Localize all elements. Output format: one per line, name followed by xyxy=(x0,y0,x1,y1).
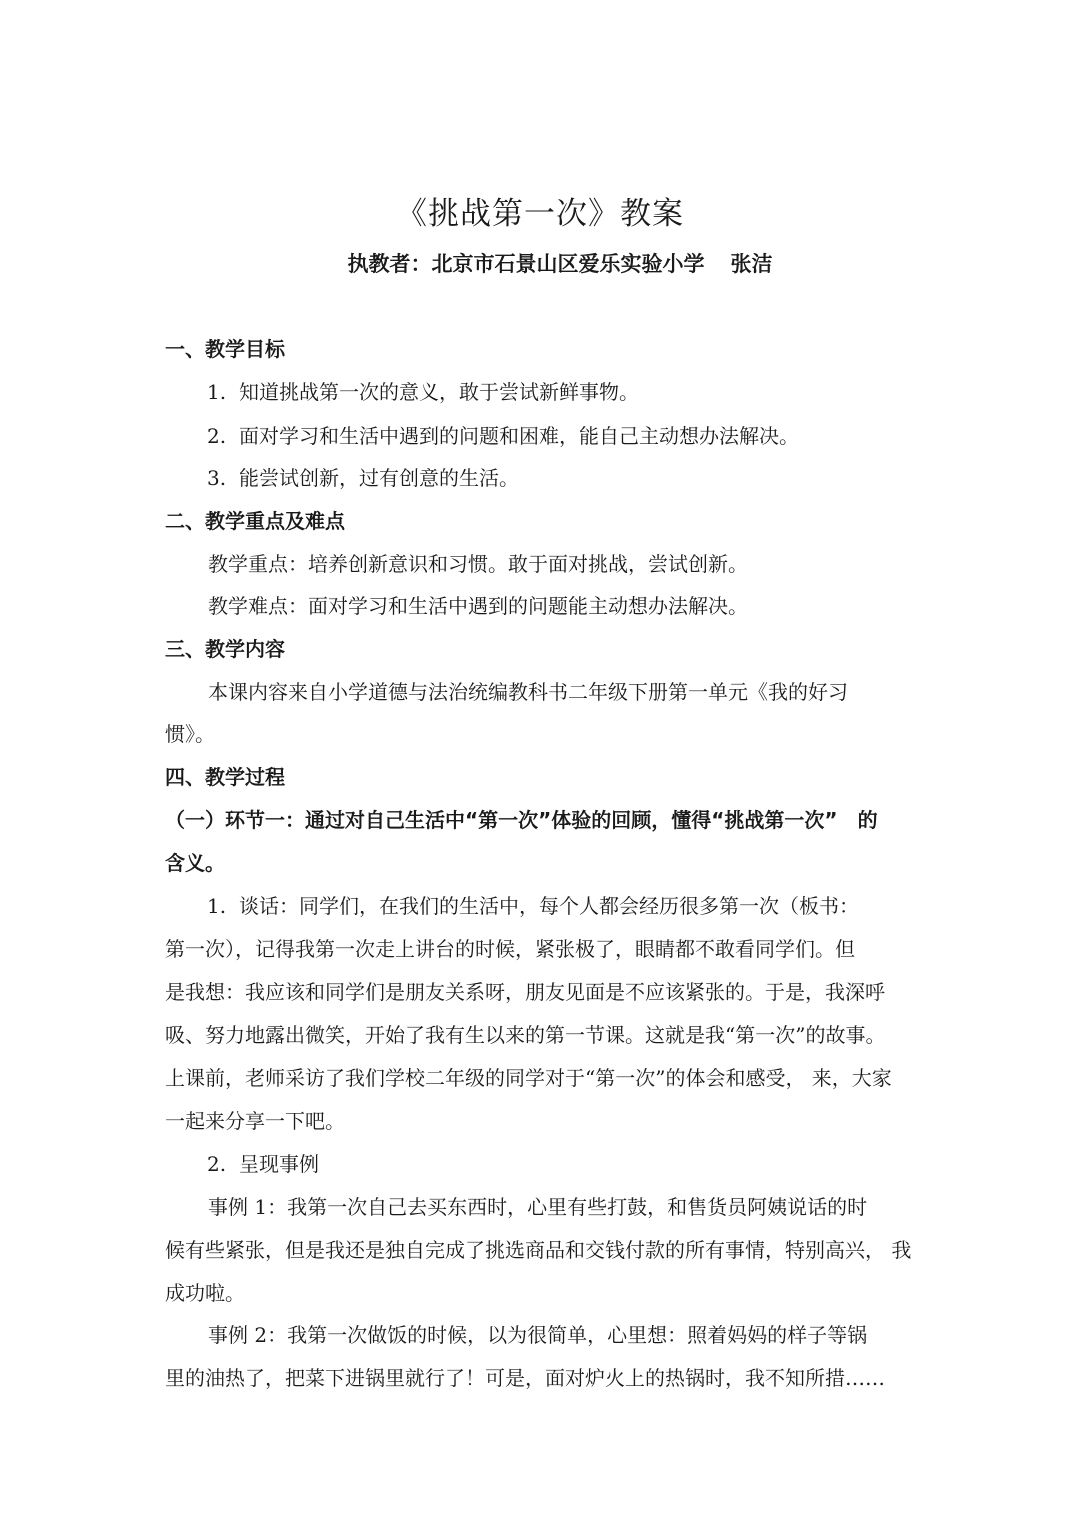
talk-text: 谈话：同学们，在我们的生活中，每个人都会经历很多第一次（板书： xyxy=(239,894,859,918)
example1-line: 事例 1：我第一次自己去买东西时，心里有些打鼓，和售货员阿姨说话的时 xyxy=(208,1195,868,1219)
document-title: 《挑战第一次》教案 xyxy=(396,196,684,232)
key-point-text: 教学重点：培养创新意识和习惯。敢于面对挑战，尝试创新。 xyxy=(208,552,748,576)
talk-paragraph-line: 一起来分享一下吧。 xyxy=(165,1109,345,1133)
objective-item xyxy=(207,462,967,494)
talk-paragraph-line: 吸、努力地露出微笑，开始了我有生以来的第一节课。这就是我“第一次”的故事。 xyxy=(165,1023,886,1047)
example1-line: 成功啦。 xyxy=(165,1281,245,1305)
difficult-point-text: 教学难点：面对学习和生活中遇到的问题能主动想办法解决。 xyxy=(208,594,748,618)
content-paragraph-line: 本课内容来自小学道德与法治统编教科书二年级下册第一单元《我的好习 xyxy=(208,680,848,704)
present-examples-item xyxy=(207,1148,967,1180)
example2-line: 事例 2：我第一次做饭的时候，以为很简单，心里想：照着妈妈的样子等锅 xyxy=(208,1323,868,1347)
section-heading-process: 四、教学过程 xyxy=(165,765,285,789)
section-heading-objectives: 一、教学目标 xyxy=(165,337,285,361)
author-name: 张洁 xyxy=(730,252,773,276)
talk-paragraph-line: 第一次），记得我第一次走上讲台的时候，紧张极了，眼睛都不敢看同学们。但 xyxy=(165,937,855,961)
example2-line: 里的油热了，把菜下进锅里就行了！可是，面对炉火上的热锅时，我不知所措…… xyxy=(165,1366,885,1390)
section-heading-content: 三、教学内容 xyxy=(165,637,285,661)
objective-text: 面对学习和生活中遇到的问题和困难，能自己主动想办法解决。 xyxy=(239,424,799,448)
objective-item xyxy=(207,376,967,408)
author-line xyxy=(0,247,1080,281)
present-label: 呈现事例 xyxy=(239,1152,319,1176)
objective-text: 能尝试创新，过有创意的生活。 xyxy=(239,466,519,490)
objective-item xyxy=(207,420,967,452)
objective-number: 3. xyxy=(207,466,227,490)
objective-number: 2. xyxy=(207,424,227,448)
stage1-title-line: （一）环节一：通过对自己生活中“第一次”体验的回顾，懂得“挑战第一次” 的 xyxy=(165,808,878,832)
present-number: 2. xyxy=(207,1152,227,1176)
talk-paragraph-line: 是我想：我应该和同学们是朋友关系呀，朋友见面是不应该紧张的。于是，我深呼 xyxy=(165,980,885,1004)
section-heading-key-points: 二、教学重点及难点 xyxy=(165,509,345,533)
objective-number: 1. xyxy=(207,380,227,404)
author-label: 执教者：北京市石景山区爱乐实验小学 xyxy=(347,252,705,276)
objective-text: 知道挑战第一次的意义，敢于尝试新鲜事物。 xyxy=(239,380,639,404)
talk-paragraph-first-line xyxy=(207,890,917,922)
content-paragraph-line: 惯》。 xyxy=(165,722,215,746)
talk-paragraph-line: 上课前，老师采访了我们学校二年级的同学对于“第一次”的体会和感受， 来，大家 xyxy=(165,1066,892,1090)
stage1-title-line: 含义。 xyxy=(165,851,225,875)
example1-line: 候有些紧张，但是我还是独自完成了挑选商品和交钱付款的所有事情，特别高兴， 我 xyxy=(165,1238,912,1262)
talk-number: 1. xyxy=(207,894,227,918)
